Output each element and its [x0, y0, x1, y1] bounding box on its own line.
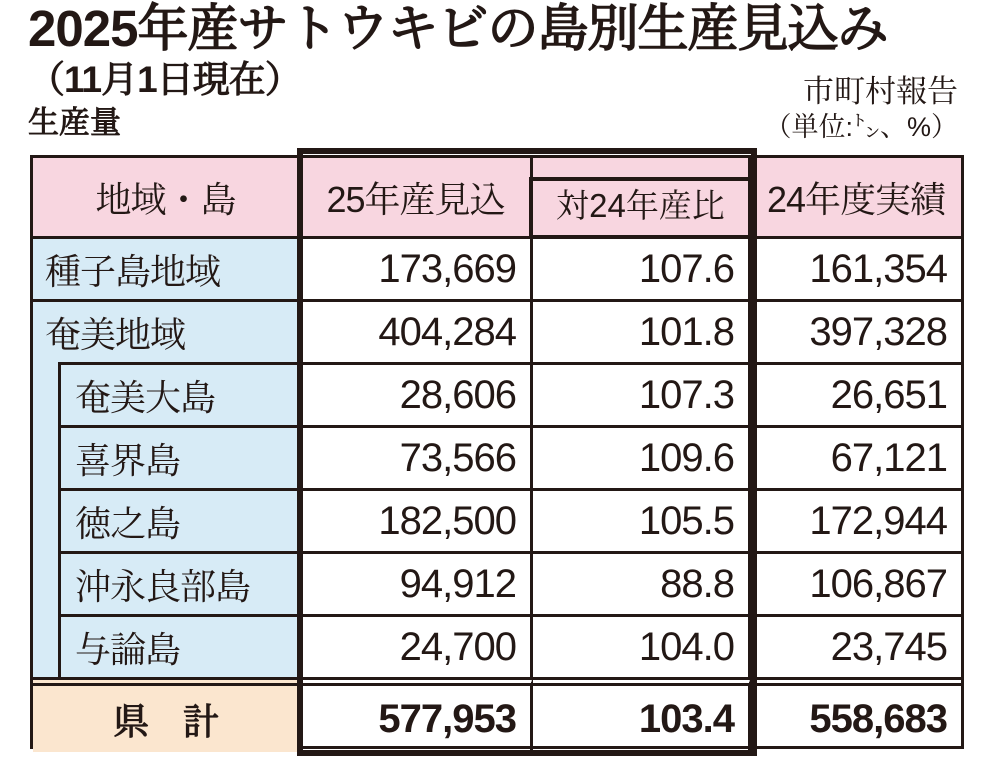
- total-forecast: 577,953: [301, 677, 533, 752]
- as-of-date: （11月1日現在）: [28, 59, 301, 100]
- row-2-ratio: 107.3: [533, 362, 751, 425]
- row-2-actual: 26,651: [751, 362, 961, 425]
- row-5-label: [33, 551, 301, 614]
- row-2-forecast: 28,606: [301, 362, 533, 425]
- row-0-label: 種子島地域: [33, 236, 301, 299]
- row-1-forecast: 404,284: [301, 299, 533, 362]
- row-4-ratio: 105.5: [533, 488, 751, 551]
- source-label: 市町村報告: [803, 74, 958, 109]
- row-5-label-inset: 沖永良部島: [58, 551, 298, 614]
- row-4-label-inset: 徳之島: [58, 488, 298, 551]
- production-table-grid: [30, 155, 964, 749]
- row-2-label-inset: 奄美大島: [58, 362, 298, 425]
- row-3-ratio: 109.6: [533, 425, 751, 488]
- total-actual: 558,683: [751, 677, 961, 752]
- row-3-label-inset: 喜界島: [58, 425, 298, 488]
- row-6-forecast: 24,700: [301, 614, 533, 677]
- row-1-actual: 397,328: [751, 299, 961, 362]
- total-label: 県 計: [33, 677, 301, 752]
- row-6-actual: 23,745: [751, 614, 961, 677]
- row-0-ratio: 107.6: [533, 236, 751, 299]
- row-0-forecast: 173,669: [301, 236, 533, 299]
- row-4-forecast: 182,500: [301, 488, 533, 551]
- row-6-label: [33, 614, 301, 677]
- page-title: 2025年産サトウキビの島別生産見込み: [28, 0, 888, 57]
- col-header-region: 地域・島: [33, 158, 301, 236]
- production-table: [30, 155, 964, 749]
- row-4-label: [33, 488, 301, 551]
- row-3-actual: 67,121: [751, 425, 961, 488]
- row-5-ratio: 88.8: [533, 551, 751, 614]
- row-1-label: 奄美地域: [33, 299, 301, 362]
- row-6-label-inset: 与論島: [58, 614, 298, 677]
- subheader-row: [28, 58, 958, 144]
- row-5-forecast: 94,912: [301, 551, 533, 614]
- col-header-actual: 24年度実績: [751, 158, 961, 236]
- section-label: 生産量: [28, 105, 121, 140]
- row-0-actual: 161,354: [751, 236, 961, 299]
- row-3-label: [33, 425, 301, 488]
- subheader-left: [28, 58, 301, 144]
- col-header-ratio: 対24年産比: [533, 158, 751, 236]
- row-6-ratio: 104.0: [533, 614, 751, 677]
- row-4-actual: 172,944: [751, 488, 961, 551]
- col-header-forecast: 25年産見込: [301, 158, 533, 236]
- row-5-actual: 106,867: [751, 551, 961, 614]
- total-ratio: 103.4: [533, 677, 751, 752]
- unit-label: （単位:㌧、%）: [764, 112, 958, 142]
- row-2-label: [33, 362, 301, 425]
- subheader-right: [764, 74, 958, 144]
- row-3-forecast: 73,566: [301, 425, 533, 488]
- row-1-ratio: 101.8: [533, 299, 751, 362]
